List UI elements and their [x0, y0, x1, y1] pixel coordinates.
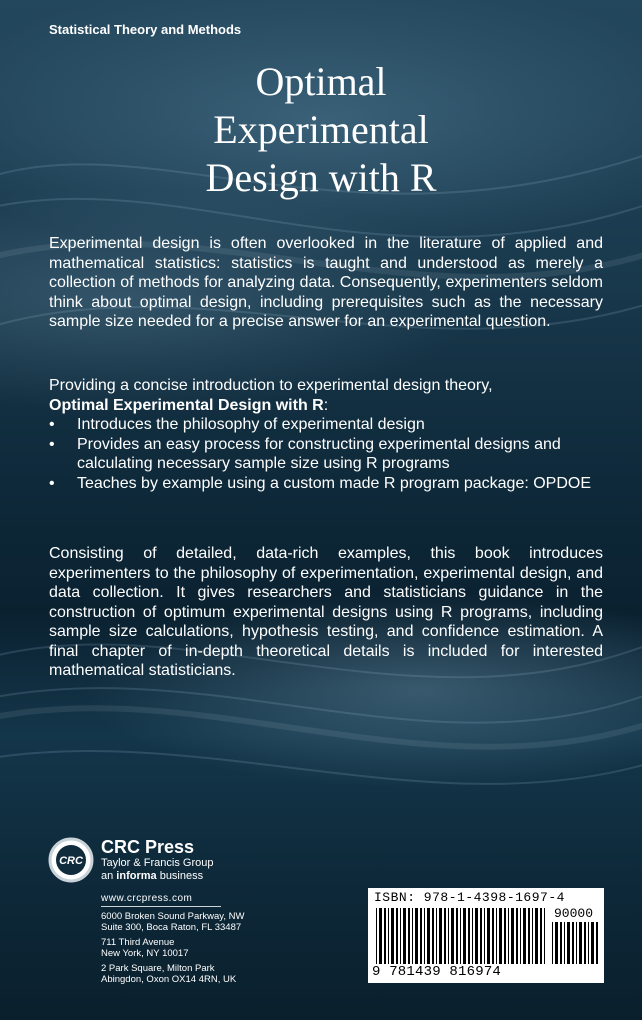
colon: : [323, 396, 329, 414]
barcode-bar [384, 908, 386, 964]
barcode-bar [451, 908, 454, 964]
list-item-text: Provides an easy process for constructing experimental designs and calculating necessary sample size using R programs [77, 435, 561, 472]
barcode-bar [499, 908, 502, 964]
barcode-bar [460, 908, 461, 964]
barcode-bar [487, 908, 490, 964]
description-paragraph-2 [49, 376, 603, 493]
barcode-bar [391, 908, 394, 964]
barcode-bar [523, 908, 526, 964]
informa-line [101, 870, 213, 883]
barcode-bar [444, 908, 446, 964]
barcode-bar [596, 922, 598, 964]
barcode-bar [400, 908, 401, 964]
barcode-bar [376, 908, 377, 964]
barcode-bar [584, 922, 586, 964]
barcode-bar [552, 922, 553, 964]
barcode-bar [436, 908, 437, 964]
title-line-2: Experimental [213, 107, 429, 152]
barcode-digits: 9 781439 816974 [372, 964, 502, 980]
informa-suffix: business [156, 870, 204, 882]
barcode-bar [424, 908, 425, 964]
paragraph-2-book-line [49, 396, 603, 416]
list-item [49, 474, 603, 494]
barcode-bar [528, 908, 530, 964]
barcode-bar [555, 922, 558, 964]
barcode-bar [564, 922, 565, 964]
bullet-icon: • [49, 474, 55, 492]
title-line-1: Optimal [255, 59, 387, 104]
title-line-3: Design with R [205, 155, 437, 200]
barcode-bar [579, 922, 582, 964]
list-item-text: Teaches by example using a custom made R program package: OPDOE [77, 474, 592, 492]
barcode-bar [475, 908, 478, 964]
barcode-bar [412, 908, 413, 964]
barcode-bar [484, 908, 485, 964]
barcode-bar [463, 908, 466, 964]
address-line: Abingdon, Oxon OX14 4RN, UK [101, 974, 237, 985]
barcode-bar [496, 908, 497, 964]
barcode-bar [508, 908, 509, 964]
series-name: Statistical Theory and Methods [49, 22, 242, 37]
description-paragraph-1: Experimental design is often overlooked in the literature of applied and mathematical statistics: statistics is taught and understood as merely a collection of methods for analyzing data. Consequently, experimenters seldom think about optimal design, including prerequisites such as the necessary sample size needed for a precise answer for an experimental question. [49, 235, 603, 330]
publisher-group: Taylor & Francis Group [101, 857, 214, 869]
address-boca-raton [101, 911, 244, 933]
barcode-bar [388, 908, 389, 964]
barcode-bar [560, 922, 562, 964]
barcode-bar [511, 908, 514, 964]
barcode-bar [448, 908, 449, 964]
feature-list [49, 415, 603, 493]
barcode-bar [516, 908, 518, 964]
barcode-bar [576, 922, 577, 964]
book-title [0, 58, 642, 202]
barcode-bar [415, 908, 418, 964]
barcode-bar [480, 908, 482, 964]
barcode-bar [403, 908, 406, 964]
barcode-bar [427, 908, 430, 964]
barcode-bar [540, 908, 542, 964]
barcode-bar [472, 908, 473, 964]
barcode-bar [408, 908, 410, 964]
address-new-york [101, 937, 189, 959]
barcode-bar [379, 908, 382, 964]
address-abingdon [101, 963, 236, 985]
isbn-barcode [368, 888, 604, 983]
address-line: 2 Park Square, Milton Park [101, 963, 215, 974]
barcode-bars-addon [552, 922, 598, 964]
publisher-block [101, 837, 213, 883]
book-title-inline: Optimal Experimental Design with R [49, 396, 324, 414]
barcode-bar [520, 908, 521, 964]
bullet-icon: • [49, 416, 55, 433]
barcode-bar [396, 908, 398, 964]
barcode-bar [591, 922, 594, 964]
barcode-bar [588, 922, 589, 964]
description-paragraph-3: Consisting of detailed, data-rich examples, this book introduces experimenters to the philosophy of experimentation, experimental design, and data collection. It gives researchers and statisticians guidance in the construction of optimum experimental designs using R programs, including sample size calculations, hypothesis testing, and confidence estimation. A final chapter of in-depth theoretical details is included for interested mathematical statisticians. [49, 545, 603, 679]
publisher-url[interactable]: www.crcpress.com [101, 893, 193, 904]
informa-brand: informa [116, 870, 157, 882]
price-code: 90000 [554, 906, 594, 921]
barcode-bar [492, 908, 494, 964]
barcode-bar [567, 922, 570, 964]
paragraph-2-intro: Providing a concise introduction to experimental design theory, [49, 377, 493, 394]
list-item-text: Introduces the philosophy of experimental design [77, 416, 425, 433]
barcode-bar [532, 908, 533, 964]
address-line: 711 Third Avenue [101, 937, 175, 948]
barcode-bar [420, 908, 422, 964]
publisher-name: CRC Press [101, 837, 195, 857]
barcode-bar [544, 908, 545, 964]
barcode-bar [432, 908, 434, 964]
crc-logo-icon [48, 837, 94, 883]
address-line: New York, NY 10017 [101, 948, 189, 959]
list-item [49, 435, 603, 474]
bullet-icon: • [49, 435, 55, 453]
barcode-bar [468, 908, 470, 964]
barcode-bar [439, 908, 442, 964]
barcode-bar [504, 908, 506, 964]
logo-text: CRC [59, 855, 83, 867]
barcode-bar [456, 908, 458, 964]
barcode-bar [535, 908, 538, 964]
list-item [49, 415, 603, 435]
barcode-bar [572, 922, 574, 964]
informa-prefix: an [101, 870, 117, 882]
url-divider [101, 906, 221, 907]
address-line: Suite 300, Boca Raton, FL 33487 [101, 922, 242, 933]
barcode-bars-main [376, 908, 546, 964]
isbn-text: ISBN: 978-1-4398-1697-4 [374, 890, 565, 905]
address-line: 6000 Broken Sound Parkway, NW [101, 911, 245, 922]
